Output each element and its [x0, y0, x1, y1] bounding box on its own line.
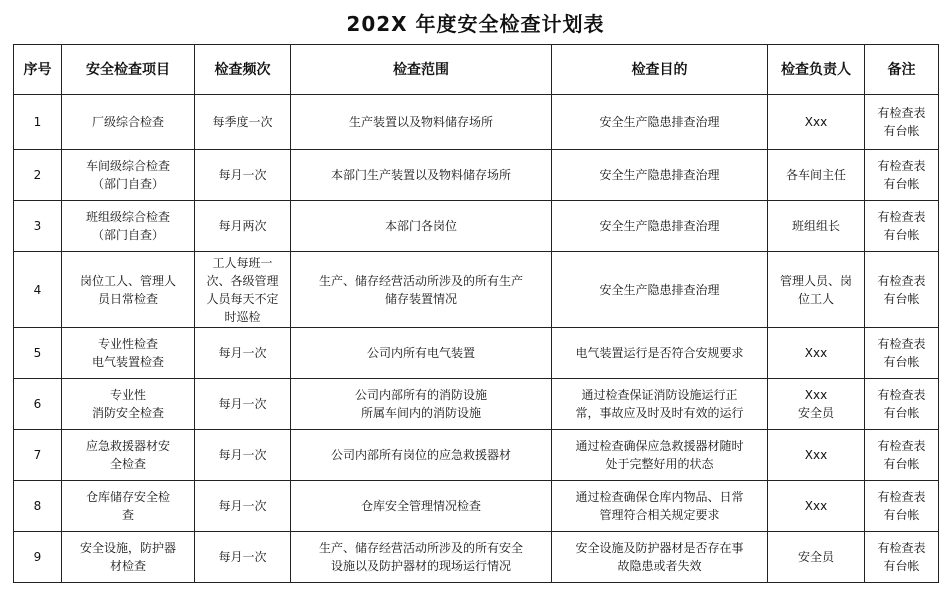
cell-scope: 仓库安全管理情况检查	[291, 481, 552, 532]
cell-scope: 生产、储存经营活动所涉及的所有生产 储存装置情况	[291, 252, 552, 328]
cell-note: 有检查表 有台帐	[865, 481, 939, 532]
table-row	[14, 481, 939, 532]
cell-purpose: 电气装置运行是否符合安规要求	[552, 328, 768, 379]
cell-no: 2	[14, 150, 62, 201]
table-row	[14, 328, 939, 379]
cell-purpose: 安全生产隐患排查治理	[552, 201, 768, 252]
cell-frequency: 每月一次	[195, 532, 291, 583]
cell-frequency: 每月两次	[195, 201, 291, 252]
header-frequency: 检查频次	[195, 45, 291, 95]
cell-item: 班组级综合检查 （部门自查）	[62, 201, 195, 252]
cell-owner: 安全员	[768, 532, 865, 583]
cell-purpose: 通过检查确保仓库内物品、日常 管理符合相关规定要求	[552, 481, 768, 532]
table-row	[14, 201, 939, 252]
cell-owner: Xxx	[768, 430, 865, 481]
cell-frequency: 每月一次	[195, 328, 291, 379]
cell-frequency: 每月一次	[195, 150, 291, 201]
cell-no: 9	[14, 532, 62, 583]
cell-note: 有检查表 有台帐	[865, 430, 939, 481]
cell-purpose: 通过检查确保应急救援器材随时 处于完整好用的状态	[552, 430, 768, 481]
cell-owner: Xxx	[768, 481, 865, 532]
cell-owner: Xxx 安全员	[768, 379, 865, 430]
table-row	[14, 252, 939, 328]
cell-item: 应急救援器材安 全检查	[62, 430, 195, 481]
cell-note: 有检查表 有台帐	[865, 328, 939, 379]
header-item: 安全检查项目	[62, 45, 195, 95]
cell-scope: 公司内部所有的消防设施 所属车间内的消防设施	[291, 379, 552, 430]
cell-note: 有检查表 有台帐	[865, 201, 939, 252]
cell-note: 有检查表 有台帐	[865, 532, 939, 583]
header-purpose: 检查目的	[552, 45, 768, 95]
cell-scope: 公司内部所有岗位的应急救援器材	[291, 430, 552, 481]
table-row	[14, 532, 939, 583]
cell-owner: 班组组长	[768, 201, 865, 252]
cell-owner: Xxx	[768, 95, 865, 150]
cell-no: 8	[14, 481, 62, 532]
cell-frequency: 每月一次	[195, 481, 291, 532]
header-row	[14, 45, 939, 95]
cell-note: 有检查表 有台帐	[865, 95, 939, 150]
cell-item: 岗位工人、管理人 员日常检查	[62, 252, 195, 328]
cell-purpose: 安全生产隐患排查治理	[552, 252, 768, 328]
cell-owner: 管理人员、岗 位工人	[768, 252, 865, 328]
header-owner: 检查负责人	[768, 45, 865, 95]
cell-no: 6	[14, 379, 62, 430]
page-title: 202X 年度安全检查计划表	[346, 12, 605, 36]
cell-scope: 生产、储存经营活动所涉及的所有安全 设施以及防护器材的现场运行情况	[291, 532, 552, 583]
cell-purpose: 安全生产隐患排查治理	[552, 150, 768, 201]
cell-no: 1	[14, 95, 62, 150]
cell-item: 车间级综合检查 （部门自查）	[62, 150, 195, 201]
cell-no: 5	[14, 328, 62, 379]
cell-no: 7	[14, 430, 62, 481]
cell-frequency: 工人每班一 次、各级管理 人员每天不定 时巡检	[195, 252, 291, 328]
header-note: 备注	[865, 45, 939, 95]
cell-scope: 生产装置以及物料储存场所	[291, 95, 552, 150]
table-row	[14, 95, 939, 150]
cell-scope: 本部门生产装置以及物料储存场所	[291, 150, 552, 201]
cell-scope: 本部门各岗位	[291, 201, 552, 252]
cell-note: 有检查表 有台帐	[865, 252, 939, 328]
cell-frequency: 每月一次	[195, 379, 291, 430]
cell-note: 有检查表 有台帐	[865, 379, 939, 430]
cell-item: 仓库储存安全检 查	[62, 481, 195, 532]
cell-owner: Xxx	[768, 328, 865, 379]
cell-item: 专业性 消防安全检查	[62, 379, 195, 430]
cell-note: 有检查表 有台帐	[865, 150, 939, 201]
cell-no: 4	[14, 252, 62, 328]
cell-item: 专业性检查 电气装置检查	[62, 328, 195, 379]
cell-frequency: 每季度一次	[195, 95, 291, 150]
table-row	[14, 379, 939, 430]
cell-scope: 公司内所有电气装置	[291, 328, 552, 379]
cell-item: 安全设施，防护器 材检查	[62, 532, 195, 583]
table-row	[14, 150, 939, 201]
cell-frequency: 每月一次	[195, 430, 291, 481]
cell-item: 厂级综合检查	[62, 95, 195, 150]
cell-purpose: 通过检查保证消防设施运行正 常，事故应及时及时有效的运行	[552, 379, 768, 430]
cell-owner: 各车间主任	[768, 150, 865, 201]
header-scope: 检查范围	[291, 45, 552, 95]
cell-no: 3	[14, 201, 62, 252]
header-no: 序号	[14, 45, 62, 95]
table-row	[14, 430, 939, 481]
safety-check-plan-table	[13, 44, 939, 583]
cell-purpose: 安全设施及防护器材是否存在事 故隐患或者失效	[552, 532, 768, 583]
cell-purpose: 安全生产隐患排查治理	[552, 95, 768, 150]
